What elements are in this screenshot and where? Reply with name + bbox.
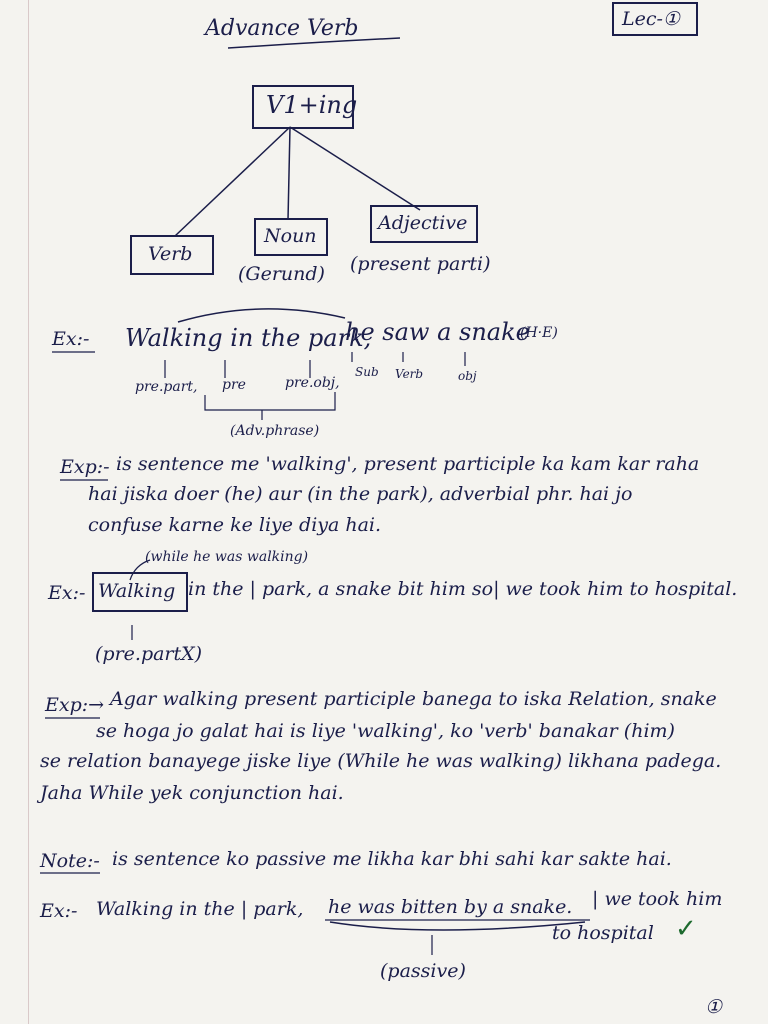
ex1-ann-preobj: pre.obj, [285, 375, 340, 391]
exp1-line3: confuse karne ke liye diya hai. [88, 514, 382, 536]
tree-adjective-label: Adjective [378, 212, 468, 234]
exp2-line4: Jaha While yek conjunction hai. [40, 782, 344, 804]
tree-adjective-box [370, 205, 478, 243]
ex1-ann-obj: obj [458, 369, 477, 383]
ex1-tag: (H·E) [520, 325, 558, 341]
ex3-text-c: | we took him [592, 888, 723, 910]
ex3-passive: (passive) [380, 960, 466, 982]
ex1-ann-prepart: pre.part, [135, 379, 198, 395]
exp1-line1: is sentence me 'walking', present participle ka kam kar raha [116, 453, 700, 475]
ex1-ann-verb: Verb [395, 367, 424, 381]
ex2-hint: (while he was walking) [145, 549, 309, 565]
ex2-label: Ex:- [48, 582, 86, 604]
exp2-line1: Agar walking present participle banega to iska Relation, snake [110, 688, 717, 710]
ex1-phrase: (Adv.phrase) [230, 423, 320, 439]
tree-verb-label: Verb [148, 243, 193, 265]
noun-note: (Gerund) [238, 263, 325, 285]
lecture-tag-box [612, 2, 698, 36]
ex2-word-box [92, 572, 188, 612]
tree-noun-box [254, 218, 328, 256]
tree-verb-box [130, 235, 214, 275]
check-mark-icon: ✓ [675, 914, 697, 944]
exp1-label: Exp:- [60, 456, 110, 478]
ex1-ann-sub: Sub [355, 365, 379, 379]
exp2-line2: se hoga jo galat hai is liye 'walking', ko 'verb' banakar (him) [96, 720, 675, 742]
ex3-text-a: Walking in the | park, [96, 898, 304, 920]
ex2-rest: in the | park, a snake bit him so| we took him to hospital. [188, 578, 738, 600]
exp2-label: Exp:→ [45, 694, 105, 716]
page-title: Advance Verb [205, 16, 359, 41]
page-number: ① [705, 996, 723, 1018]
ex1-sentence-a: Walking in the park, [125, 324, 372, 352]
exp2-line3: se relation banayege jiske liye (While he was walking) likhana padega. [40, 750, 722, 772]
exp1-line2: hai jiska doer (he) aur (in the park), adverbial phr. hai jo [88, 483, 633, 505]
tree-noun-label: Noun [264, 225, 317, 247]
ex1-sentence-b: he saw a snake [345, 318, 530, 346]
note-label: Note:- [40, 850, 100, 872]
ex2-note: (pre.partX) [95, 643, 203, 665]
lecture-tag: Lec-① [622, 8, 680, 30]
adjective-note: (present parti) [350, 253, 491, 275]
ex1-ann-pre: pre [222, 377, 246, 393]
ex3-label: Ex:- [40, 900, 78, 922]
tree-root-label: V1+ing [266, 91, 358, 119]
ex2-word: Walking [98, 580, 176, 602]
note-text: is sentence ko passive me likha kar bhi sahi kar sakte hai. [112, 848, 672, 870]
ex3-text-b: he was bitten by a snake. [328, 896, 573, 918]
ex1-label: Ex:- [52, 328, 90, 350]
tree-root-box [252, 85, 358, 129]
ex3-text-d: to hospital [552, 922, 654, 944]
